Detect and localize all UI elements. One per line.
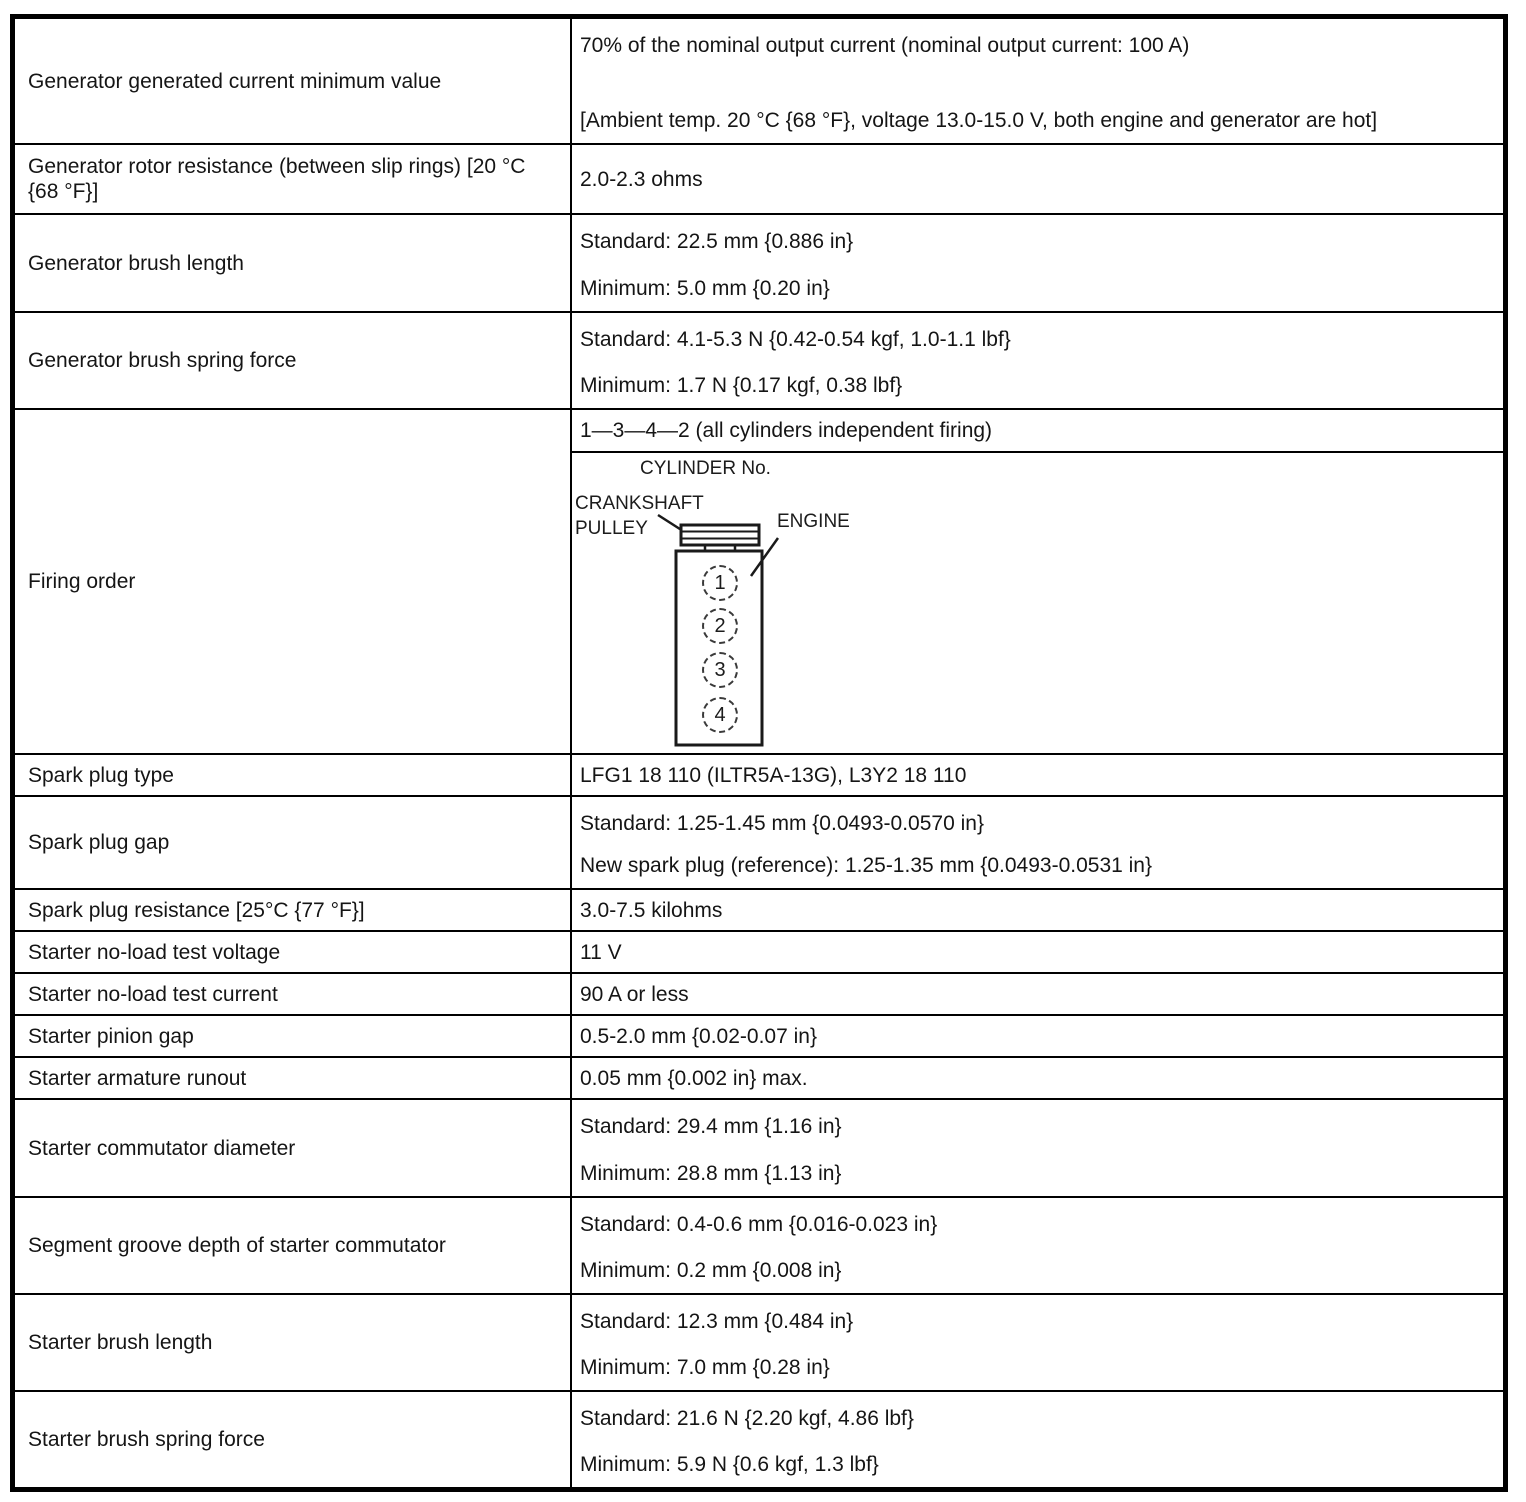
- spec-row: [15, 1198, 1503, 1295]
- row-label: Starter commutator diameter: [15, 1100, 572, 1196]
- row-label: Firing order: [15, 410, 572, 753]
- value-line: New spark plug (reference): 1.25-1.35 mm {0.0493-0.0531 in}: [580, 854, 1152, 877]
- spec-row: [15, 145, 1503, 215]
- value-line: Standard: 29.4 mm {1.16 in}: [580, 1115, 842, 1138]
- row-label: Starter no-load test voltage: [15, 932, 572, 972]
- value-line: 1—3—4—2 (all cylinders independent firing): [580, 419, 993, 442]
- value-line: Minimum: 5.9 N {0.6 kgf, 1.3 lbf}: [580, 1453, 879, 1476]
- row-value: [572, 1100, 1503, 1196]
- row-value: [572, 1392, 1503, 1487]
- firing-order-diagram: [572, 453, 1503, 753]
- row-value: [572, 1016, 1503, 1056]
- row-value: [572, 755, 1503, 795]
- value-line: 90 A or less: [580, 982, 689, 1006]
- value-line: 0.5-2.0 mm {0.02-0.07 in}: [580, 1024, 817, 1048]
- value-line: 2.0-2.3 ohms: [580, 167, 703, 191]
- row-value: [572, 974, 1503, 1014]
- cylinder-circle-4: 4: [702, 697, 738, 733]
- row-label: Segment groove depth of starter commutator: [15, 1198, 572, 1293]
- row-label: Spark plug type: [15, 755, 572, 795]
- value-line: 11 V: [580, 940, 622, 964]
- row-label: Starter brush length: [15, 1295, 572, 1390]
- value-line: Minimum: 0.2 mm {0.008 in}: [580, 1259, 842, 1282]
- crankshaft-pulley-label: [575, 491, 704, 541]
- value-line: 0.05 mm {0.002 in} max.: [580, 1066, 808, 1090]
- cylinder-no-label: CYLINDER No.: [640, 458, 771, 479]
- spec-row: [15, 19, 1503, 145]
- spec-row: [15, 313, 1503, 410]
- row-value: [572, 932, 1503, 972]
- spec-row: [15, 1392, 1503, 1487]
- row-value: [572, 215, 1503, 311]
- row-label: Starter no-load test current: [15, 974, 572, 1014]
- row-label: Spark plug gap: [15, 797, 572, 888]
- value-line: Standard: 1.25-1.45 mm {0.0493-0.0570 in}: [580, 812, 984, 835]
- cylinder-circle-2: 2: [702, 608, 738, 644]
- value-line: Minimum: 1.7 N {0.17 kgf, 0.38 lbf}: [580, 374, 903, 397]
- value-line: Minimum: 7.0 mm {0.28 in}: [580, 1356, 830, 1379]
- row-value: [572, 1058, 1503, 1098]
- row-label: Starter brush spring force: [15, 1392, 572, 1487]
- spec-row: [15, 755, 1503, 797]
- row-label: Starter armature runout: [15, 1058, 572, 1098]
- spec-row: [15, 1058, 1503, 1100]
- value-line: Standard: 12.3 mm {0.484 in}: [580, 1310, 854, 1333]
- firing-order-sequence: [572, 410, 1503, 453]
- value-line: Minimum: 28.8 mm {1.13 in}: [580, 1162, 842, 1185]
- spec-row: [15, 797, 1503, 890]
- row-value: [572, 145, 1503, 213]
- row-value: [572, 1198, 1503, 1293]
- value-line: Standard: 21.6 N {2.20 kgf, 4.86 lbf}: [580, 1407, 914, 1430]
- spec-row: [15, 215, 1503, 313]
- row-label: Generator generated current minimum value: [15, 19, 572, 143]
- spec-row: [15, 890, 1503, 932]
- crankshaft-label-line: CRANKSHAFT: [575, 493, 704, 514]
- cylinder-circle-3: 3: [702, 652, 738, 688]
- row-value: [572, 890, 1503, 930]
- row-label: Generator rotor resistance (between slip rings) [20 °C {68 °F}]: [15, 145, 572, 213]
- row-value: [572, 313, 1503, 408]
- spec-row: [15, 1016, 1503, 1058]
- value-line: 3.0-7.5 kilohms: [580, 898, 723, 922]
- value-line: Standard: 0.4-0.6 mm {0.016-0.023 in}: [580, 1213, 938, 1236]
- value-line: Standard: 22.5 mm {0.886 in}: [580, 230, 854, 253]
- row-label: Spark plug resistance [25°C {77 °F}]: [15, 890, 572, 930]
- value-line: LFG1 18 110 (ILTR5A-13G), L3Y2 18 110: [580, 763, 967, 787]
- pulley-label-line: PULLEY: [575, 518, 648, 539]
- row-label: Generator brush length: [15, 215, 572, 311]
- spec-row: [15, 1295, 1503, 1392]
- spec-table: [10, 14, 1508, 1492]
- value-line: 70% of the nominal output current (nominal output current: 100 A): [580, 34, 1190, 57]
- row-label: Starter pinion gap: [15, 1016, 572, 1056]
- value-line: [Ambient temp. 20 °C {68 °F}, voltage 13.0-15.0 V, both engine and generator are hot]: [580, 109, 1378, 132]
- row-value: [572, 410, 1503, 753]
- value-line: Minimum: 5.0 mm {0.20 in}: [580, 277, 830, 300]
- engine-label: ENGINE: [777, 511, 850, 532]
- value-line: Standard: 4.1-5.3 N {0.42-0.54 kgf, 1.0-1.1 lbf}: [580, 328, 1011, 351]
- row-value: [572, 1295, 1503, 1390]
- row-label: Generator brush spring force: [15, 313, 572, 408]
- cylinder-circle-1: 1: [702, 565, 738, 601]
- row-value: [572, 797, 1503, 888]
- spec-row: [15, 932, 1503, 974]
- spec-row: [15, 1100, 1503, 1198]
- row-value: [572, 19, 1503, 143]
- spec-row-firing-order: [15, 410, 1503, 755]
- spec-row: [15, 974, 1503, 1016]
